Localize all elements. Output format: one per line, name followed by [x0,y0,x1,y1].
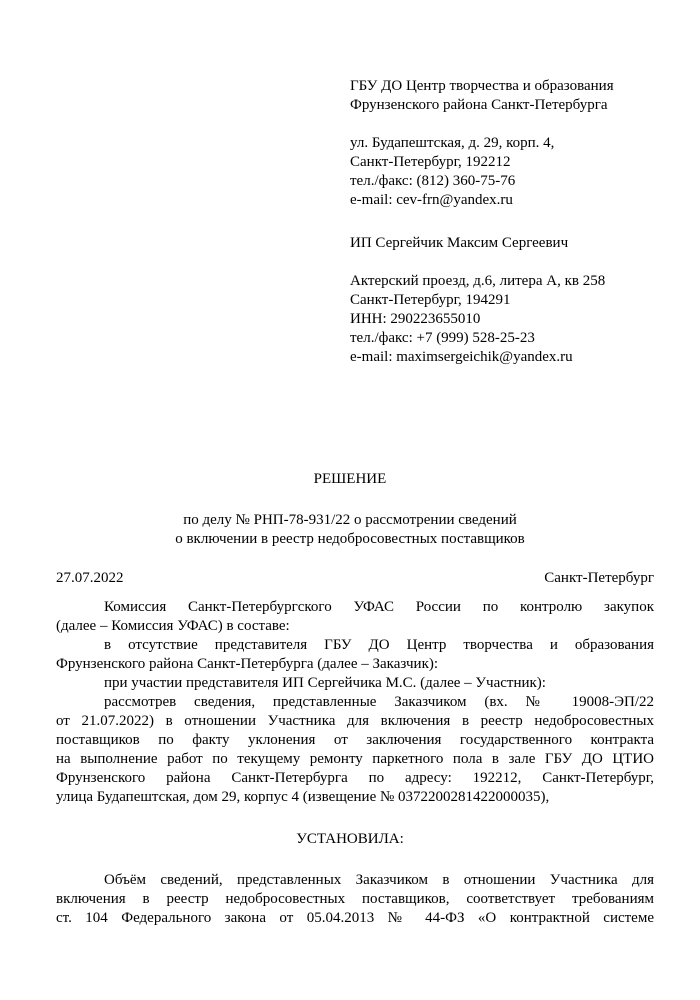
customer-address-line2: Санкт-Петербург, 192212 [350,154,511,170]
participant-inn: ИНН: 290223655010 [350,311,481,327]
p1-line1: Комиссия Санкт-Петербургского УФАС России по контролю закупок [104,599,654,615]
p4-line2: от 21.07.2022) в отношении Участника для включения в реестр недобросовестных [56,713,654,729]
p2-line2: Фрунзенского района Санкт-Петербурга (далее – Заказчик): [56,656,439,672]
customer-name-line2: Фрунзенского района Санкт-Петербурга [350,97,608,113]
p5-line3: ст. 104 Федерального закона от 05.04.2013 № 44-ФЗ «О контрактной системе [56,910,654,926]
body-paragraphs [56,598,654,807]
p4-line4: на выполнение работ по текущему ремонту паркетного пола в зале ГБУ ДО ЦТИО [56,751,654,767]
participant-email: e-mail: maximsergeichik@yandex.ru [350,349,573,365]
customer-address-line1: ул. Будапештская, д. 29, корп. 4, [350,135,555,151]
section-title: УСТАНОВИЛА: [296,831,404,847]
participant-block [350,234,690,367]
p4-line1: рассмотрев сведения, представленные Заказчиком (вх. № 19008-ЭП/22 [104,694,654,710]
participant-name: ИП Сергейчик Максим Сергеевич [350,235,569,251]
p2-line1: в отсутствие представителя ГБУ ДО Центр творчества и образования [104,637,654,653]
customer-email: e-mail: cev-frn@yandex.ru [350,192,513,208]
participant-address-line1: Актерский проезд, д.6, литера А, кв 258 [350,273,606,289]
p4-line3: поставщиков по факту уклонения от заключения государственного контракта [56,732,654,748]
date-city-row [56,569,654,588]
p5-line1: Объём сведений, представленных Заказчиком в отношении Участника для [104,872,654,888]
p1-line2: (далее – Комиссия УФАС) в составе: [56,618,290,634]
participant-address-line2: Санкт-Петербург, 194291 [350,292,511,308]
decision-date: 27.07.2022 [56,570,124,586]
body-paragraphs-2 [56,871,654,928]
p3-line1: при участии представителя ИП Сергейчика М.С. (далее – Участник): [104,675,546,691]
customer-block [350,77,690,210]
p4-line5: Фрунзенского района Санкт-Петербурга по адресу: 192212, Санкт-Петербург, [56,770,654,786]
document-title: РЕШЕНИЕ [313,471,387,487]
participant-phone: тел./факс: +7 (999) 528-25-23 [350,330,535,346]
decision-city: Санкт-Петербург [544,570,654,586]
subtitle-line2: о включении в реестр недобросовестных поставщиков [175,531,525,547]
p4-line6: улица Будапештская, дом 29, корпус 4 (извещение № 0372200281422000035), [56,789,550,805]
customer-phone: тел./факс: (812) 360-75-76 [350,173,516,189]
customer-name-line1: ГБУ ДО Центр творчества и образования [350,78,614,94]
p5-line2: включения в реестр недобросовестных поставщиков, соответствует требованиям [56,891,654,907]
subtitle-line1: по делу № РНП-78-931/22 о рассмотрении сведений [183,512,517,528]
